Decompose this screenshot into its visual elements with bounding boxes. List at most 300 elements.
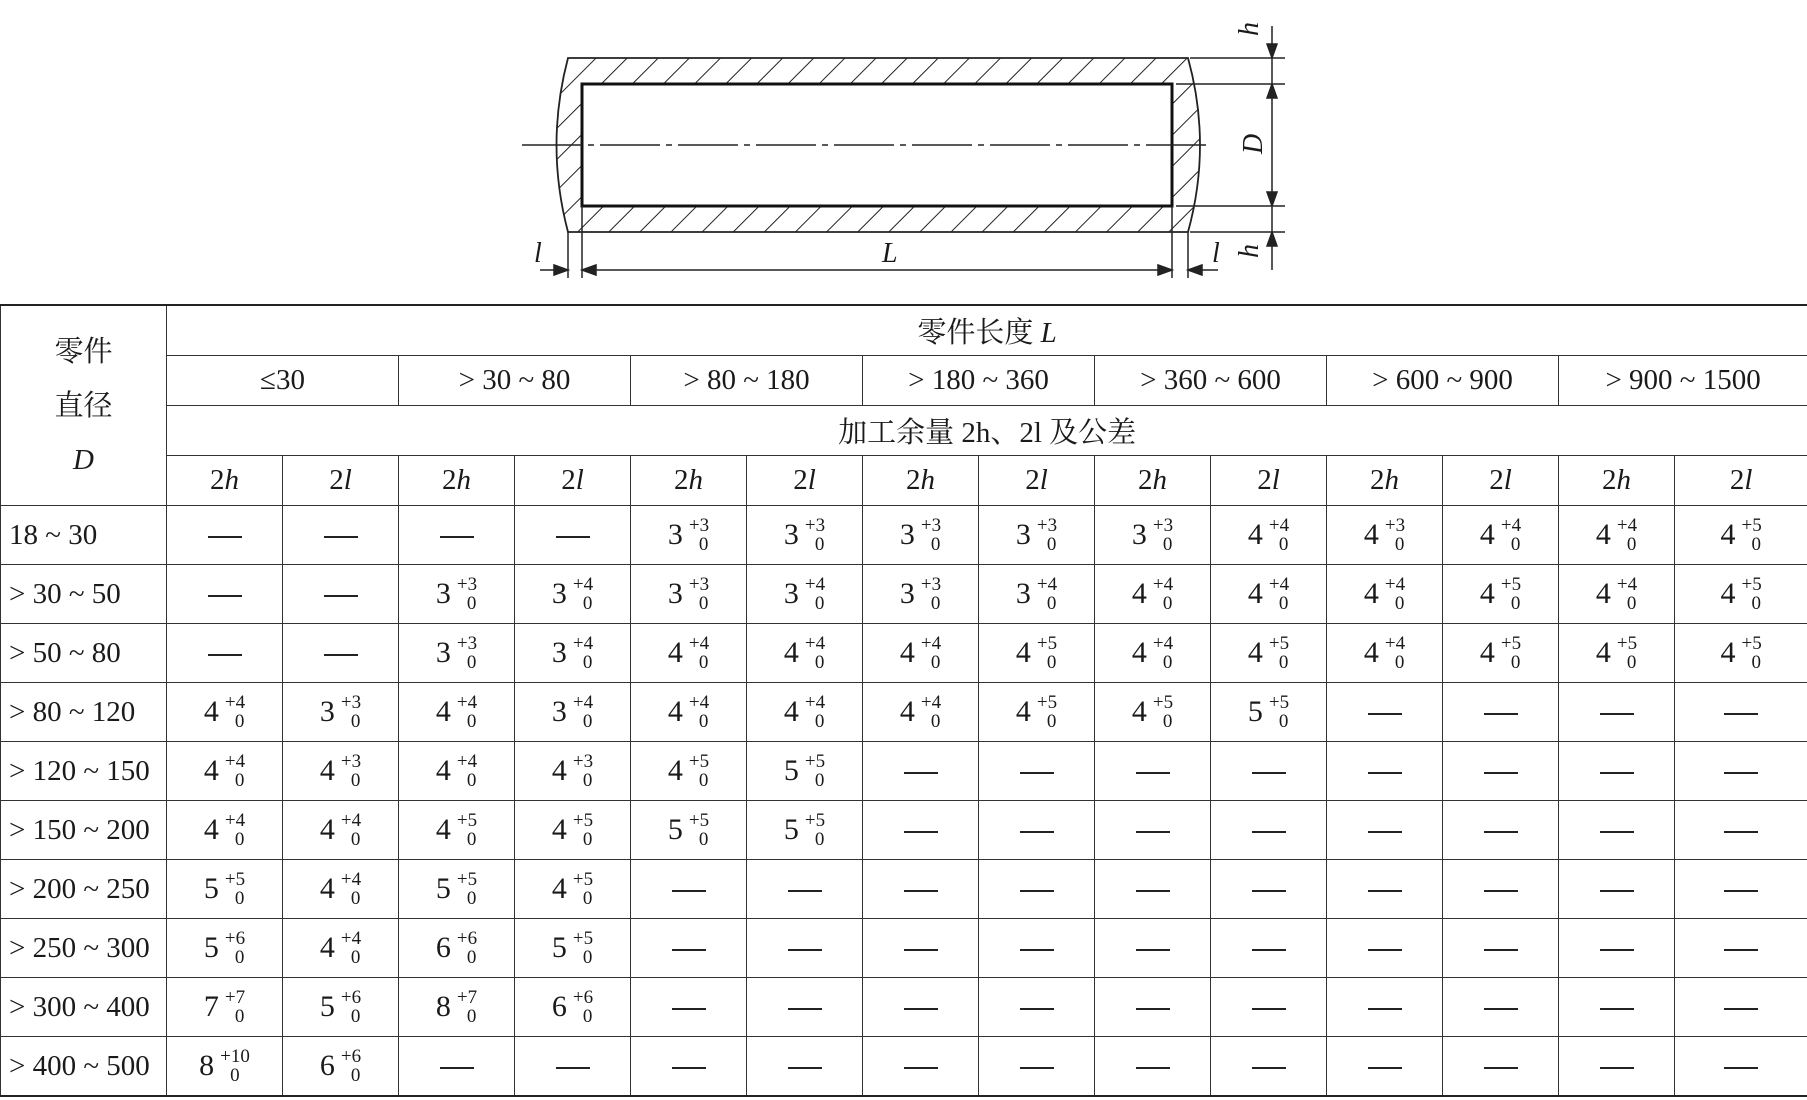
dash (440, 1067, 474, 1069)
dash (1252, 949, 1286, 951)
empty-cell (1675, 860, 1807, 919)
length-range-header: ≤30 (167, 356, 399, 406)
upper-deviation: +4 (456, 692, 478, 713)
allowance-value (863, 565, 979, 624)
dash (1600, 890, 1634, 892)
dash (1252, 831, 1286, 833)
upper-deviation: +4 (1384, 574, 1406, 595)
dash (1136, 949, 1170, 951)
empty-cell (399, 1037, 515, 1097)
upper-deviation: +4 (572, 574, 594, 595)
nominal-value: 4 (435, 754, 451, 787)
lower-deviation: 0 (466, 770, 477, 791)
corner-line3: D (73, 443, 94, 476)
tolerance (1501, 634, 1521, 672)
dash (324, 536, 358, 538)
subheader-var: h (456, 464, 471, 496)
dash (1724, 831, 1758, 833)
lower-deviation: 0 (582, 770, 593, 791)
upper-deviation: +3 (804, 515, 826, 536)
dash (1724, 890, 1758, 892)
lower-deviation: 0 (1394, 652, 1405, 673)
upper-deviation: +6 (456, 928, 478, 949)
upper-deviation: +4 (224, 810, 246, 831)
allowance-value (399, 919, 515, 978)
nominal-value: 4 (319, 813, 335, 846)
empty-cell (515, 1037, 631, 1097)
upper-deviation: +4 (688, 692, 710, 713)
label-l-right: l (1212, 238, 1220, 269)
tolerance (225, 752, 245, 790)
upper-deviation: +5 (572, 810, 594, 831)
allowance-value (979, 565, 1095, 624)
subheader-coef: 2 (329, 464, 344, 496)
table-row (1, 683, 1807, 742)
length-range-header: > 360 ~ 600 (1095, 356, 1327, 406)
allowance-value (515, 683, 631, 742)
tolerance (805, 634, 825, 672)
dash (1368, 831, 1402, 833)
label-d: D (1238, 133, 1269, 154)
nominal-value: 4 (899, 636, 915, 669)
dash (1368, 890, 1402, 892)
upper-deviation: +5 (688, 810, 710, 831)
tolerance (1269, 693, 1289, 731)
dash (1020, 772, 1054, 774)
tolerance (1617, 575, 1637, 613)
subheader-var: l (1744, 464, 1753, 496)
lower-deviation: 0 (350, 829, 361, 850)
dash (1484, 772, 1518, 774)
lower-deviation: 0 (814, 534, 825, 555)
allowance-value (283, 860, 399, 919)
upper-deviation: +3 (456, 574, 478, 595)
label-l-left: l (534, 238, 542, 269)
dash (1600, 949, 1634, 951)
empty-cell (515, 506, 631, 565)
nominal-value: 4 (1131, 636, 1147, 669)
lower-deviation: 0 (1162, 534, 1173, 555)
upper-deviation: +4 (572, 692, 594, 713)
nominal-value: 5 (667, 813, 683, 846)
nominal-value: 4 (1479, 577, 1495, 610)
table-row (1, 565, 1807, 624)
empty-cell (1675, 801, 1807, 860)
lower-deviation: 0 (350, 1006, 361, 1027)
dash (208, 595, 242, 597)
tolerance (805, 752, 825, 790)
dash (1136, 772, 1170, 774)
lower-deviation: 0 (466, 947, 477, 968)
lower-deviation: 0 (814, 711, 825, 732)
tolerance (457, 929, 477, 967)
tolerance (805, 575, 825, 613)
subheader-var: h (920, 464, 935, 496)
dash (904, 772, 938, 774)
table-row (1, 801, 1807, 860)
nominal-value: 4 (1247, 636, 1263, 669)
allowance-value (1211, 565, 1327, 624)
lower-deviation: 0 (582, 1006, 593, 1027)
lower-deviation: 0 (466, 593, 477, 614)
nominal-value: 8 (199, 1049, 215, 1082)
label-h-top: h (1234, 22, 1265, 36)
upper-deviation: +5 (1268, 692, 1290, 713)
upper-deviation: +4 (804, 633, 826, 654)
allowance-value (1211, 506, 1327, 565)
empty-cell (631, 1037, 747, 1097)
empty-cell (1095, 742, 1211, 801)
empty-cell (283, 506, 399, 565)
nominal-value: 4 (551, 754, 567, 787)
nominal-value: 4 (1595, 577, 1611, 610)
empty-cell (1211, 801, 1327, 860)
nominal-value: 3 (435, 636, 451, 669)
tolerance (1741, 634, 1761, 672)
tolerance (1501, 516, 1521, 554)
nominal-value: 5 (203, 872, 219, 905)
empty-cell (1095, 1037, 1211, 1097)
tolerance (1037, 575, 1057, 613)
empty-cell (1443, 801, 1559, 860)
tolerance (1037, 516, 1057, 554)
dash (324, 595, 358, 597)
allowance-value (631, 683, 747, 742)
allowance-value (515, 801, 631, 860)
allowance-value (399, 978, 515, 1037)
nominal-value: 4 (667, 754, 683, 787)
table-row (1, 978, 1807, 1037)
nominal-value: 4 (1015, 636, 1031, 669)
empty-cell (167, 624, 283, 683)
empty-cell (863, 742, 979, 801)
tolerance (573, 634, 593, 672)
tolerance (341, 1047, 361, 1085)
subheader-coef: 2 (210, 464, 225, 496)
dash (1368, 1008, 1402, 1010)
lower-deviation: 0 (350, 1065, 361, 1086)
tolerance (341, 988, 361, 1026)
allowance-value (979, 506, 1095, 565)
dash (1368, 772, 1402, 774)
tolerance (341, 929, 361, 967)
empty-cell (1443, 742, 1559, 801)
lower-deviation: 0 (234, 829, 245, 850)
empty-cell (283, 624, 399, 683)
dash (1368, 1067, 1402, 1069)
nominal-value: 4 (899, 695, 915, 728)
allowance-value (979, 683, 1095, 742)
allowance-value (399, 860, 515, 919)
lower-deviation: 0 (1278, 534, 1289, 555)
dash (1484, 890, 1518, 892)
tolerance (225, 929, 245, 967)
upper-deviation: +5 (1741, 633, 1762, 654)
allowance-value (631, 506, 747, 565)
allowance-value (1675, 506, 1807, 565)
subheader-var: l (1503, 464, 1512, 496)
subheader-var: h (1384, 464, 1399, 496)
allowance-value (167, 919, 283, 978)
nominal-value: 4 (1363, 577, 1379, 610)
empty-cell (1559, 801, 1675, 860)
upper-deviation: +4 (1152, 574, 1174, 595)
empty-cell (1559, 978, 1675, 1037)
empty-cell (747, 978, 863, 1037)
allowance-value (1559, 506, 1675, 565)
allowance-subheader (1675, 456, 1807, 506)
allowance-value (747, 742, 863, 801)
nominal-value: 4 (1247, 577, 1263, 610)
lower-deviation: 0 (234, 947, 245, 968)
empty-cell (1443, 919, 1559, 978)
part-drawing (515, 12, 1315, 288)
dash (904, 831, 938, 833)
nominal-value: 4 (551, 813, 567, 846)
dash (1020, 1067, 1054, 1069)
allowance-value (1443, 506, 1559, 565)
empty-cell (1095, 978, 1211, 1037)
dash (1484, 713, 1518, 715)
allowance-value (399, 624, 515, 683)
upper-deviation: +4 (1616, 574, 1638, 595)
lower-deviation: 0 (1278, 593, 1289, 614)
nominal-value: 4 (435, 695, 451, 728)
dash (208, 654, 242, 656)
dash (556, 1067, 590, 1069)
empty-cell (1675, 683, 1807, 742)
allowance-value (863, 506, 979, 565)
tolerance (689, 752, 709, 790)
dash (788, 1008, 822, 1010)
lower-deviation: 0 (1046, 534, 1057, 555)
empty-cell (979, 1037, 1095, 1097)
allowance-subheader (167, 456, 283, 506)
tolerance (573, 752, 593, 790)
nominal-value: 4 (319, 931, 335, 964)
dash (904, 890, 938, 892)
empty-cell (747, 1037, 863, 1097)
tolerance (573, 693, 593, 731)
tolerance (921, 693, 941, 731)
lower-deviation: 0 (814, 593, 825, 614)
allowance-value (1095, 624, 1211, 683)
empty-cell (283, 565, 399, 624)
tolerance (1153, 634, 1173, 672)
nominal-value: 4 (1720, 577, 1736, 610)
tolerance (1617, 634, 1637, 672)
tolerance (1153, 693, 1173, 731)
empty-cell (1211, 978, 1327, 1037)
allowance-value (1211, 624, 1327, 683)
dash (1136, 1008, 1170, 1010)
allowance-value (283, 1037, 399, 1097)
lower-deviation: 0 (1751, 593, 1761, 614)
nominal-value: 4 (551, 872, 567, 905)
nominal-value: 5 (783, 813, 799, 846)
upper-deviation: +6 (224, 928, 246, 949)
tolerance (457, 988, 477, 1026)
empty-cell (1443, 683, 1559, 742)
lower-deviation: 0 (350, 770, 361, 791)
subheader-var: l (575, 464, 584, 496)
nominal-value: 3 (667, 518, 683, 551)
dash (1136, 1067, 1170, 1069)
tolerance (1385, 516, 1405, 554)
dash (1724, 949, 1758, 951)
tolerance (225, 811, 245, 849)
length-range-header: > 900 ~ 1500 (1559, 356, 1807, 406)
allowance-value (1327, 624, 1443, 683)
lower-deviation: 0 (698, 534, 709, 555)
tolerance (1741, 575, 1761, 613)
dash (1484, 1008, 1518, 1010)
lower-deviation: 0 (1046, 711, 1057, 732)
dash (1600, 772, 1634, 774)
empty-cell (747, 919, 863, 978)
nominal-value: 5 (435, 872, 451, 905)
subheader-coef: 2 (1257, 464, 1272, 496)
subheader-coef: 2 (674, 464, 689, 496)
lower-deviation: 0 (1046, 652, 1057, 673)
tolerance (1269, 575, 1289, 613)
dash (788, 949, 822, 951)
subheader-var: l (1039, 464, 1048, 496)
upper-deviation: +3 (340, 692, 362, 713)
diameter-range: > 150 ~ 200 (1, 801, 167, 860)
subheader-var: h (224, 464, 239, 496)
empty-cell (1559, 742, 1675, 801)
upper-deviation: +4 (224, 751, 246, 772)
allowance-value (1559, 624, 1675, 683)
lower-deviation: 0 (1510, 652, 1521, 673)
tolerance (457, 811, 477, 849)
allowance-value (631, 565, 747, 624)
allowance-subheader (1211, 456, 1327, 506)
nominal-value: 4 (319, 872, 335, 905)
lower-deviation: 0 (698, 593, 709, 614)
allowance-value (515, 860, 631, 919)
tolerance (1037, 693, 1057, 731)
subheader-coef: 2 (442, 464, 457, 496)
empty-cell (1443, 1037, 1559, 1097)
dash (440, 536, 474, 538)
table-row (1, 1037, 1807, 1097)
lower-deviation: 0 (1394, 593, 1405, 614)
diameter-range: > 80 ~ 120 (1, 683, 167, 742)
nominal-value: 3 (1131, 518, 1147, 551)
subheader-coef: 2 (561, 464, 576, 496)
upper-deviation: +4 (804, 692, 826, 713)
subheader-coef: 2 (793, 464, 808, 496)
upper-deviation: +3 (920, 574, 942, 595)
allowance-value (515, 742, 631, 801)
allowance-subheader (747, 456, 863, 506)
upper-deviation: +5 (1268, 633, 1290, 654)
lower-deviation: 0 (1278, 652, 1289, 673)
allowance-subheader (863, 456, 979, 506)
diameter-range: > 200 ~ 250 (1, 860, 167, 919)
length-range-header: > 30 ~ 80 (399, 356, 631, 406)
upper-deviation: +10 (220, 1046, 250, 1067)
dash (1136, 890, 1170, 892)
nominal-value: 3 (1015, 518, 1031, 551)
upper-deviation: +5 (1152, 692, 1174, 713)
nominal-value: 4 (1595, 636, 1611, 669)
allowance-value (1095, 506, 1211, 565)
dash (1252, 1067, 1286, 1069)
empty-cell (1095, 801, 1211, 860)
upper-deviation: +3 (688, 515, 710, 536)
upper-deviation: +4 (688, 633, 710, 654)
lower-deviation: 0 (582, 888, 593, 909)
corner-header (1, 305, 167, 506)
upper-deviation: +4 (1616, 515, 1638, 536)
nominal-value: 6 (435, 931, 451, 964)
allowance-value (399, 801, 515, 860)
allowance-value (631, 624, 747, 683)
upper-deviation: +4 (920, 692, 942, 713)
subheader-var: l (1271, 464, 1280, 496)
allowance-value (1675, 565, 1807, 624)
lower-deviation: 0 (1626, 652, 1637, 673)
empty-cell (1211, 919, 1327, 978)
lower-deviation: 0 (698, 711, 709, 732)
allowance-value (515, 565, 631, 624)
subheader-var: l (343, 464, 352, 496)
subheader-coef: 2 (1025, 464, 1040, 496)
tolerance (1501, 575, 1521, 613)
dash (1368, 713, 1402, 715)
nominal-value: 4 (1595, 518, 1611, 551)
allowance-value (167, 860, 283, 919)
empty-cell (1095, 860, 1211, 919)
empty-cell (1559, 683, 1675, 742)
lower-deviation: 0 (466, 652, 477, 673)
empty-cell (1327, 801, 1443, 860)
dash (788, 890, 822, 892)
lower-deviation: 0 (1626, 593, 1637, 614)
tolerance (689, 634, 709, 672)
tolerance (573, 988, 593, 1026)
lower-deviation: 0 (350, 711, 361, 732)
lower-deviation: 0 (350, 888, 361, 909)
upper-deviation: +5 (456, 869, 478, 890)
allowance-value (1095, 683, 1211, 742)
upper-deviation: +4 (1268, 515, 1290, 536)
dash (1136, 831, 1170, 833)
subheader-coef: 2 (1489, 464, 1504, 496)
allowance-value (747, 801, 863, 860)
upper-deviation: +5 (224, 869, 246, 890)
nominal-value: 3 (667, 577, 683, 610)
empty-cell (1327, 860, 1443, 919)
tolerance (457, 575, 477, 613)
lower-deviation: 0 (930, 593, 941, 614)
empty-cell (1211, 742, 1327, 801)
empty-cell (863, 801, 979, 860)
tolerance (573, 575, 593, 613)
tolerance (921, 516, 941, 554)
empty-cell (1327, 1037, 1443, 1097)
upper-deviation: +7 (224, 987, 246, 1008)
lower-deviation: 0 (466, 711, 477, 732)
lower-deviation: 0 (582, 829, 593, 850)
nominal-value: 4 (1479, 636, 1495, 669)
allowance-value (1327, 565, 1443, 624)
upper-deviation: +4 (1500, 515, 1522, 536)
lower-deviation: 0 (234, 770, 245, 791)
